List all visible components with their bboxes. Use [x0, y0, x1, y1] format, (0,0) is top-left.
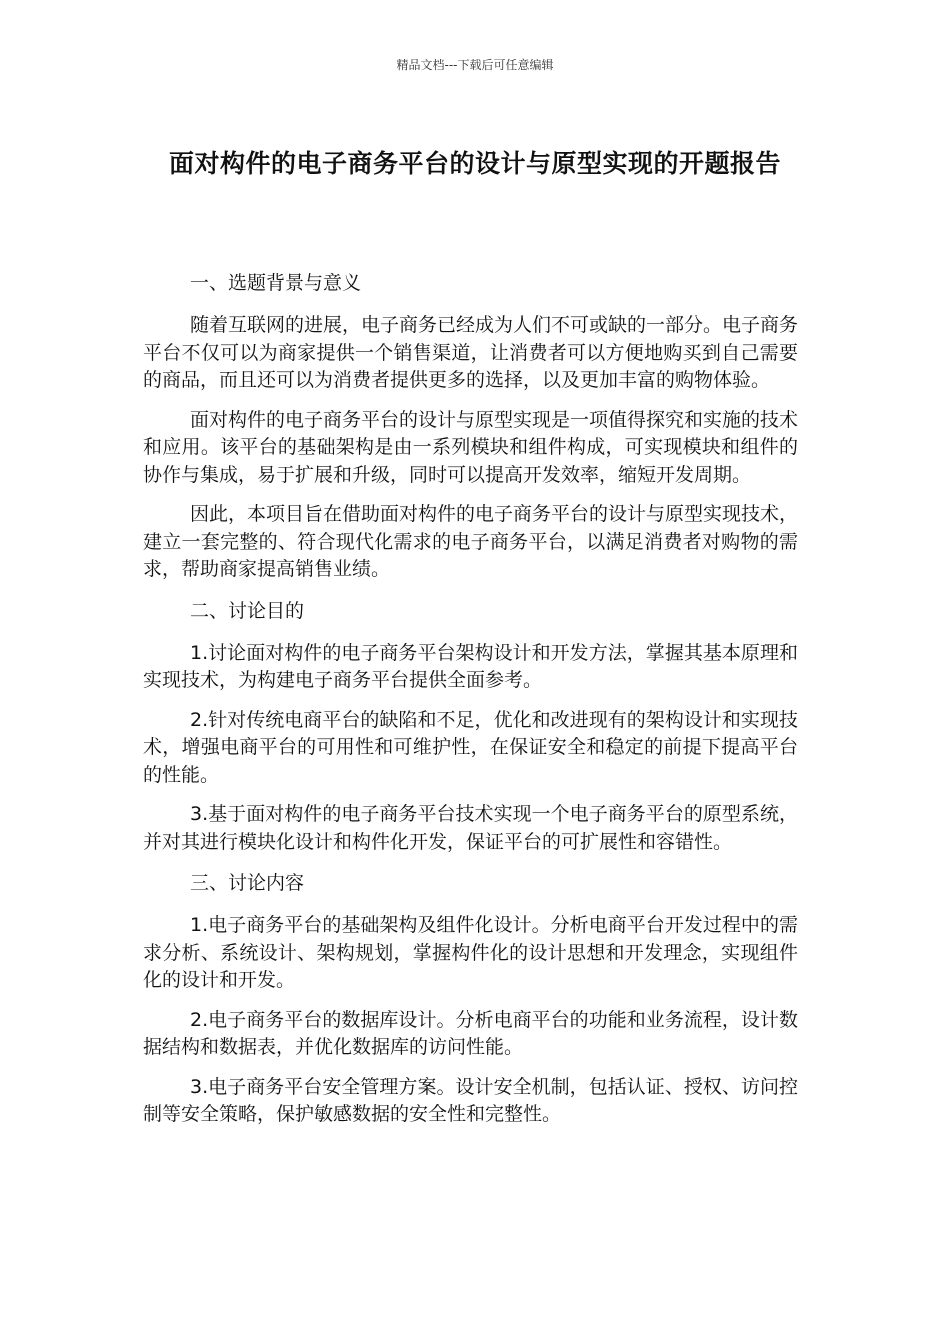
paragraph: 随着互联网的进展，电子商务已经成为人们不可或缺的一部分。电子商务平台不仅可以为商家提供一个销售渠道，让消费者可以方便地购买到自己需要的商品，而且还可以为消费者提供更多的选择，以及更加丰富的购物体验。 [143, 314, 799, 391]
section-content [143, 868, 798, 1129]
document-body [143, 268, 798, 1141]
section-background [143, 268, 798, 584]
paragraph: 1.讨论面对构件的电子商务平台架构设计和开发方法，掌握其基本原理和实现技术，为构建电子商务平台提供全面参考。 [143, 641, 798, 691]
paragraph: 1.电子商务平台的基础架构及组件化设计。分析电商平台开发过程中的需求分析、系统设计、架构规划，掌握构件化的设计思想和开发理念，实现组件化的设计和开发。 [143, 914, 798, 991]
paragraph: 因此，本项目旨在借助面对构件的电子商务平台的设计与原型实现技术，建立一套完整的、符合现代化需求的电子商务平台，以满足消费者对购物的需求，帮助商家提高销售业绩。 [143, 503, 799, 580]
paragraph: 面对构件的电子商务平台的设计与原型实现是一项值得探究和实施的技术和应用。该平台的基础架构是由一系列模块和组件构成，可实现模块和组件的协作与集成，易于扩展和升级，同时可以提高开发效率，缩短开发周期。 [143, 408, 799, 486]
paragraph: 3.基于面对构件的电子商务平台技术实现一个电子商务平台的原型系统，并对其进行模块化设计和构件化开发，保证平台的可扩展性和容错性。 [143, 803, 798, 853]
section-purpose [143, 596, 798, 857]
document-title: 面对构件的电子商务平台的设计与原型实现的开题报告 [168, 149, 781, 178]
section-heading: 二、讨论目的 [190, 599, 305, 622]
header-note: 精品文档---下载后可任意编辑 [396, 58, 554, 72]
paragraph: 2.电子商务平台的数据库设计。分析电商平台的功能和业务流程，设计数据结构和数据表，并优化数据库的访问性能。 [143, 1008, 798, 1058]
paragraph: 3.电子商务平台安全管理方案。设计安全机制，包括认证、授权、访问控制等安全策略，保护敏感数据的安全性和完整性。 [143, 1075, 798, 1125]
paragraph: 2.针对传统电商平台的缺陷和不足，优化和改进现有的架构设计和实现技术，增强电商平台的可用性和可维护性，在保证安全和稳定的前提下提高平台的性能。 [143, 708, 798, 786]
section-heading: 一、选题背景与意义 [190, 272, 362, 294]
section-heading: 三、讨论内容 [190, 872, 305, 894]
